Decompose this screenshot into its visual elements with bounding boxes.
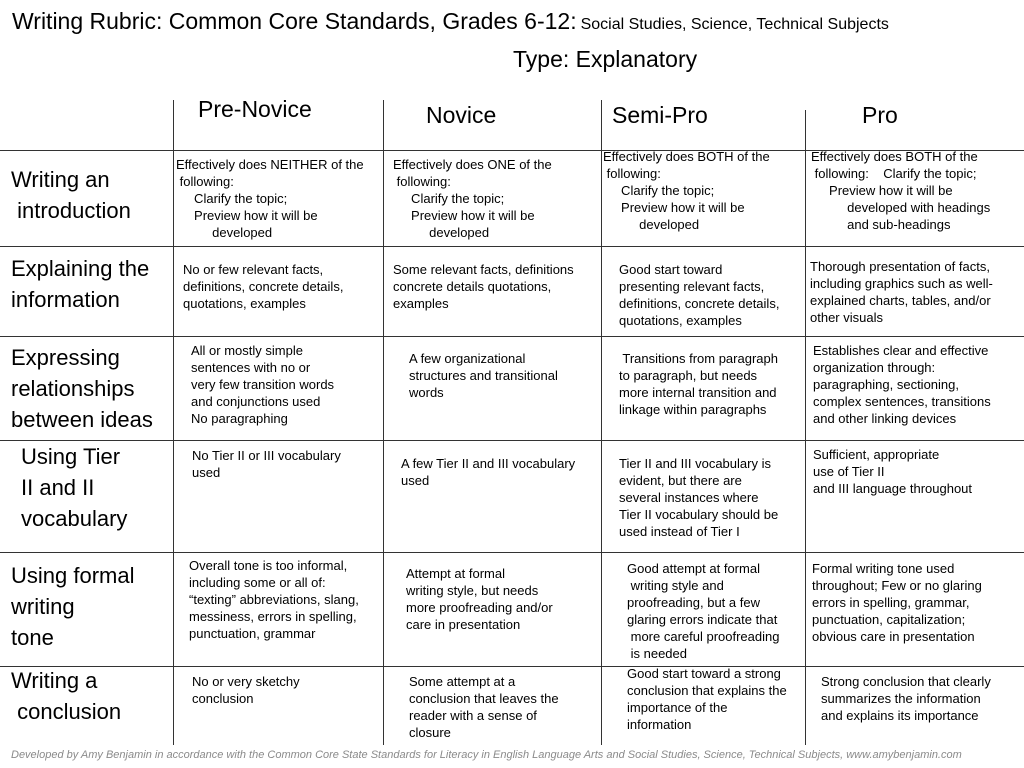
- column-header-novice: Novice: [426, 102, 497, 128]
- grid-vline: [173, 100, 174, 745]
- page-title: [12, 8, 889, 35]
- grid-vline: [601, 100, 602, 745]
- rubric-cell-conclusion-semi-pro: Good start toward a strong conclusion that explains the importance of the information: [627, 666, 787, 732]
- row-label-writing-conclusion: Writing a conclusion: [11, 668, 122, 724]
- grid-hline: [0, 552, 1024, 553]
- grid-vline: [383, 100, 384, 745]
- column-header-pre-novice: Pre-Novice: [198, 96, 312, 122]
- rubric-cell-conclusion-pro: Strong conclusion that clearly summarizes the information and explains its importance: [821, 674, 991, 723]
- rubric-cell-vocab-pro: Sufficient, appropriate use of Tier II and III language throughout: [813, 447, 973, 496]
- rubric-cell-intro-semi-pro: Effectively does BOTH of the following: Clarify the topic; Preview how it will be developed: [603, 149, 770, 232]
- column-header-pro: Pro: [862, 102, 898, 128]
- column-header-semi-pro: Semi-Pro: [612, 102, 708, 128]
- rubric-cell-tone-novice: Attempt at formal writing style, but needs more proofreading and/or care in presentation: [406, 566, 553, 632]
- grid-vline: [805, 110, 806, 745]
- rubric-cell-vocab-pre-novice: No Tier II or III vocabulary used: [192, 448, 341, 480]
- rubric-cell-relationships-novice: A few organizational structures and transitional words: [409, 351, 558, 400]
- row-label-formal-tone: Using formal writing tone: [11, 563, 135, 650]
- rubric-cell-relationships-pre-novice: All or mostly simple sentences with no or very few transition words and conjunctions used No paragraphing: [191, 343, 335, 426]
- grid-hline: [0, 246, 1024, 247]
- rubric-cell-intro-pro: Effectively does BOTH of the following: Clarify the topic; Preview how it will be developed with headings and sub-headings: [811, 149, 991, 232]
- rubric-cell-intro-novice: Effectively does ONE of the following: Clarify the topic; Preview how it will be developed: [393, 157, 552, 240]
- rubric-cell-explain-semi-pro: Good start toward presenting relevant facts, definitions, concrete details, quotations, examples: [619, 262, 780, 328]
- rubric-cell-conclusion-pre-novice: No or very sketchy conclusion: [192, 674, 300, 706]
- rubric-cell-tone-pre-novice: Overall tone is too informal, including some or all of: “texting” abbreviations, slang, messiness, errors in spelling, punctuation, grammar: [189, 558, 359, 641]
- row-label-expressing-relationships: Expressing relationships between ideas: [11, 345, 153, 432]
- row-label-explaining-information: Explaining the information: [11, 256, 150, 312]
- rubric-cell-tone-semi-pro: Good attempt at formal writing style and proofreading, but a few glaring errors indicate that more careful proofreading is needed: [627, 561, 780, 661]
- rubric-cell-vocab-semi-pro: Tier II and III vocabulary is evident, but there are several instances where Tier II vocabulary should be used instead of Tier I: [619, 456, 779, 539]
- title-main: Writing Rubric: Common Core Standards, Grades 6-12:: [12, 8, 577, 34]
- footer-credit: Developed by Amy Benjamin in accordance with the Common Core State Standards for Literacy in English Language Arts and Social Studies, Science, Technical Subjects, www.amybenjamin.com: [11, 749, 962, 761]
- rubric-cell-relationships-pro: Establishes clear and effective organization through: paragraphing, sectioning, complex sentences, transitions and other linking devices: [813, 343, 991, 426]
- rubric-cell-tone-pro: Formal writing tone used throughout; Few or no glaring errors in spelling, grammar, punctuation, capitalization; obvious care in presentation: [812, 561, 982, 644]
- grid-hline: [0, 440, 1024, 441]
- rubric-cell-relationships-semi-pro: Transitions from paragraph to paragraph, but needs more internal transition and linkage within paragraphs: [619, 351, 778, 417]
- rubric-cell-conclusion-novice: Some attempt at a conclusion that leaves the reader with a sense of closure: [409, 674, 559, 740]
- rubric-cell-intro-pre-novice: Effectively does NEITHER of the following: Clarify the topic; Preview how it will be developed: [176, 157, 364, 240]
- row-label-writing-introduction: Writing an introduction: [11, 167, 131, 223]
- row-label-tier-vocabulary: Using Tier II and II vocabulary: [21, 444, 128, 531]
- rubric-cell-explain-pro: Thorough presentation of facts, including graphics such as well- explained charts, tables, and/or other visuals: [810, 259, 993, 325]
- grid-hline: [0, 666, 1024, 667]
- rubric-cell-explain-novice: Some relevant facts, definitions concrete details quotations, examples: [393, 262, 574, 311]
- rubric-cell-vocab-novice: A few Tier II and III vocabulary used: [401, 456, 576, 488]
- rubric-cell-explain-pre-novice: No or few relevant facts, definitions, concrete details, quotations, examples: [183, 262, 344, 311]
- title-subtitle: Social Studies, Science, Technical Subjects: [580, 16, 889, 33]
- rubric-type-label: Type: Explanatory: [513, 46, 698, 72]
- grid-hline: [0, 336, 1024, 337]
